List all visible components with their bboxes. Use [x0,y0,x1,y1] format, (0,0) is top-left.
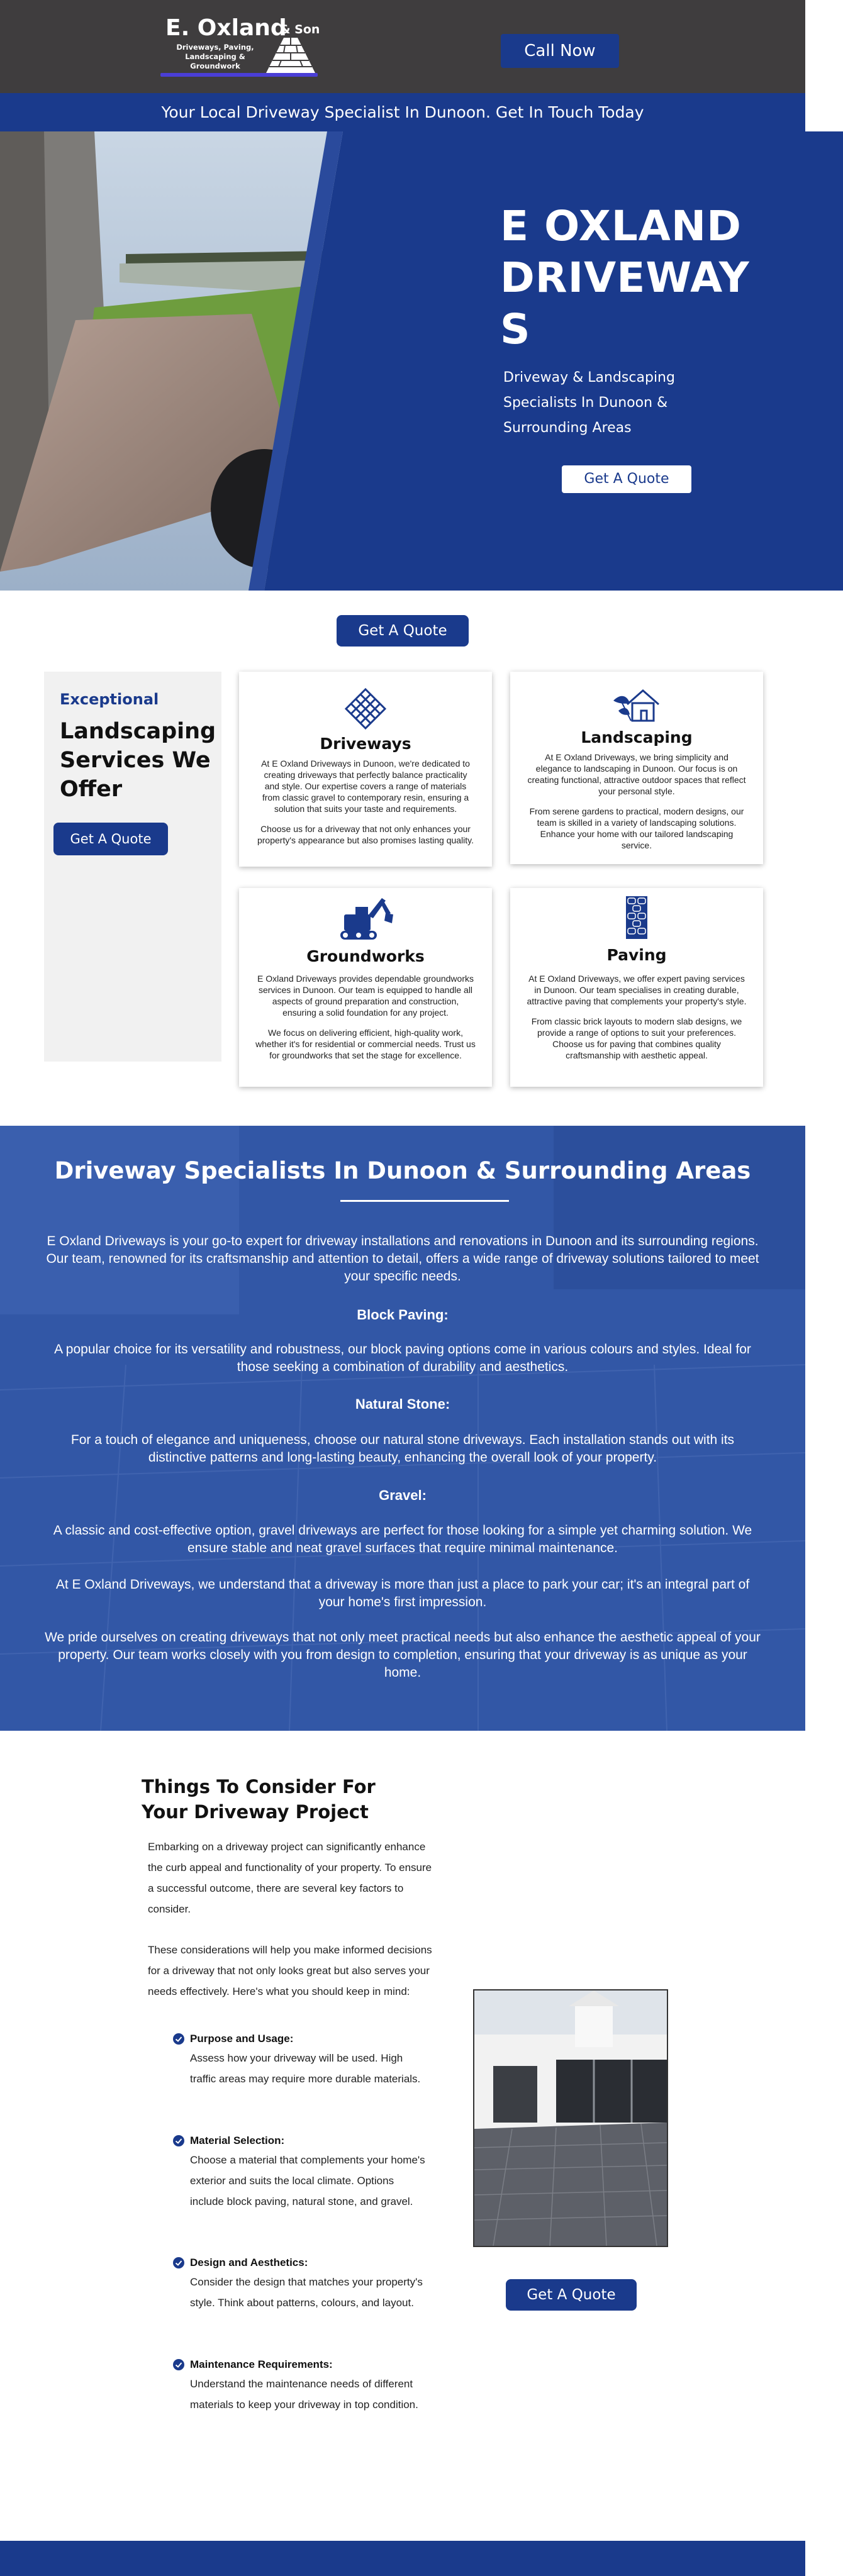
consider-item-text: Choose a material that complements your home's exterior and suits the local climate. Options include block paving, natural stone, and gravel. [190,2154,425,2207]
service-text: From classic brick layouts to modern slab designs, we provide a range of options to suit your preferences. Choose us for paving that combines quality craftsmanship with aesthetic appeal. [531,1016,742,1060]
service-card-landscaping [510,672,763,864]
block-paving-text: A popular choice for its versatility and robustness, our block paving options come in various colours and styles. Ideal for those seeking a combination of durability and aesthetics. [54,1342,751,1374]
consider-item-heading: Material Selection: [190,2135,285,2146]
footer-strip [0,2541,805,2576]
consider-quote-button[interactable]: Get A Quote [506,2279,637,2311]
tagline-bar: Your Local Driveway Specialist In Dunoon. Get In Touch Today [0,93,805,131]
hero-title-line: E OXLAND [500,202,742,250]
natural-stone-heading: Natural Stone: [355,1396,450,1412]
services-heading: Landscaping Services We Offer [60,719,216,802]
consider-item-heading: Purpose and Usage: [190,2033,294,2045]
service-text: At E Oxland Driveways in Dunoon, we're dedicated to creating driveways that perfectly balance practicality and style. Our expertise covers a range of materials from classic gravel to contemporary resin, ensuring a solution that suits your taste and requirements. [261,758,470,814]
block-paving-heading: Block Paving: [357,1307,449,1323]
check-circle-icon [173,2135,184,2146]
house-plant-icon [608,682,665,726]
closing-text: We pride ourselves on creating driveways that not only meet practical needs but also enhance the aesthetic appeal of your property. Our team works closely with you from design to completion, ensuring that your driveway is as unique as your home. [45,1630,761,1680]
logo-services-line: Driveways, Paving, [176,43,254,52]
logo-suffix: & Son [280,23,320,36]
house-illustration [474,1990,667,2246]
check-circle-icon [173,2033,184,2045]
service-title: Landscaping [581,728,693,747]
service-text: At E Oxland Driveways, we bring simplicity and elegance to landscaping in Dunoon. Our focus is on creating functional, attractive outdoor spaces that reflect your personal style. [527,752,746,796]
consider-title: Things To Consider For Your Driveway Project [142,1776,376,1823]
hero-subtitle: Driveway & Landscaping Specialists In Dunoon & Surrounding Areas [503,370,675,436]
consider-item-text: Consider the design that matches your property's style. Think about patterns, colours, and layout. [190,2276,423,2309]
get-quote-button[interactable]: Get A Quote [337,615,469,647]
gravel-text: A classic and cost-effective option, gravel driveways are perfect for those looking for a simple yet charming solution. We ensure stable and neat gravel surfaces that require minimal maintenance. [53,1523,752,1555]
service-text: From serene gardens to practical, modern designs, our team is skilled in a variety of landscaping solutions. Enhance your home with our tailored landscaping service. [529,806,744,850]
consider-intro: Embarking on a driveway project can significantly enhance the curb appeal and functionality of your property. To ensure a successful outcome, there are several key factors to consider. [148,1841,432,1915]
hero-section [0,131,843,591]
service-text: Choose us for a driveway that not only enhances your property's appearance but also promises lasting quality. [257,824,474,845]
closing-text: At E Oxland Driveways, we understand that a driveway is more than just a place to park your car; it's an integral part of your home's first impression. [55,1577,750,1609]
specialists-intro: E Oxland Driveways is your go-to expert for driveway installations and renovations in Dunoon and its surrounding regions. Our team, renowned for its craftsmanship and attention to detail, offers a wide range of driveway solutions tailored to meet your specific needs. [46,1234,759,1284]
consider-item-text: Understand the maintenance needs of different materials to keep your driveway in top condition. [190,2378,418,2411]
hero-title [500,201,802,355]
paving-pattern-icon [345,688,386,730]
check-circle-icon [173,2359,184,2370]
excavator-icon [337,894,394,945]
logo-services-line: Landscaping & [185,52,245,61]
consider-item-text: Assess how your driveway will be used. High traffic areas may require more durable materials. [190,2052,421,2085]
service-title: Driveways [320,735,411,753]
service-text: At E Oxland Driveways, we offer expert paving services in Dunoon. Our team specialises in creating durable, attractive paving that complements your property's style. [527,974,747,1006]
site-header [0,0,805,93]
service-card-driveways [239,672,492,867]
logo-title: E. Oxland [165,15,287,41]
services-quote-button[interactable]: Get A Quote [53,823,168,855]
title-divider [340,1200,509,1202]
logo-services-line: Groundwork [190,62,240,70]
consider-item-heading: Design and Aesthetics: [190,2257,308,2268]
check-circle-icon [173,2257,184,2268]
specialists-title: Driveway Specialists In Dunoon & Surrounding Areas [54,1157,751,1184]
paving-stones-icon [625,896,648,940]
services-intro-card [44,672,221,1062]
service-card-paving [510,888,763,1087]
gravel-heading: Gravel: [379,1487,427,1503]
service-title: Groundworks [306,947,425,965]
hero-title-line: DRIVEWAY [500,253,750,302]
service-title: Paving [606,946,667,964]
specialists-section [0,1126,805,1731]
consider-intro: These considerations will help you make informed decisions for a driveway that not only looks great but also serves your needs effectively. Here's what you should keep in mind: [148,1944,432,1997]
service-text: We focus on delivering efficient, high-quality work, whether it's for residential or commercial needs. Trust us for groundworks that set the stage for excellence. [255,1028,476,1060]
logo-services [174,43,256,71]
service-card-groundworks [239,888,492,1087]
call-now-button[interactable]: Call Now [501,34,619,68]
hero-quote-button[interactable]: Get A Quote [562,465,691,493]
services-kicker: Exceptional [60,691,159,708]
hero-title-line: S [500,305,531,353]
logo-underline [160,73,318,77]
consider-item-heading: Maintenance Requirements: [190,2358,333,2370]
paving-road-icon [266,38,315,73]
house-driveway-photo [473,1989,668,2247]
service-text: E Oxland Driveways provides dependable groundworks services in Dunoon. Our team is equipped to handle all aspects of ground preparation and construction, ensuring a solid foundation for any project. [257,974,474,1018]
logo[interactable] [160,13,324,82]
natural-stone-text: For a touch of elegance and uniqueness, choose our natural stone driveways. Each installation stands out with its distinctive patterns and long-lasting beauty, enhancing the overall look of your property. [70,1433,735,1465]
